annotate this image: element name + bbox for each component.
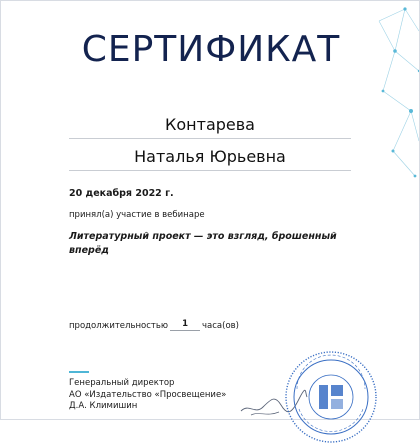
- signer-block: [69, 378, 226, 413]
- recipient-given-names: Наталья Юрьевна: [134, 147, 286, 166]
- duration: [69, 319, 239, 331]
- signer-position: Генеральный директор: [69, 378, 175, 388]
- duration-value: 1: [170, 319, 200, 331]
- event-date: 20 декабря 2022 г.: [69, 188, 174, 199]
- webinar-title: Литературный проект — это взгляд, брошенный вперёд: [69, 231, 337, 256]
- given-names-divider: [69, 170, 351, 171]
- surname-divider: [69, 138, 351, 139]
- certificate-title: СЕРТИФИКАТ: [81, 29, 341, 70]
- publisher-seal-icon: [283, 349, 379, 445]
- participation-text: принял(а) участие в вебинаре: [69, 210, 205, 220]
- signer-accent-line: [69, 371, 89, 373]
- duration-label: продолжительностью: [69, 321, 169, 331]
- recipient-surname: Контарева: [165, 115, 255, 134]
- signer-organization: АО «Издательство «Просвещение»: [69, 389, 227, 400]
- duration-unit: часа(ов): [202, 321, 239, 331]
- signer-name: Д.А. Климишин: [69, 401, 138, 411]
